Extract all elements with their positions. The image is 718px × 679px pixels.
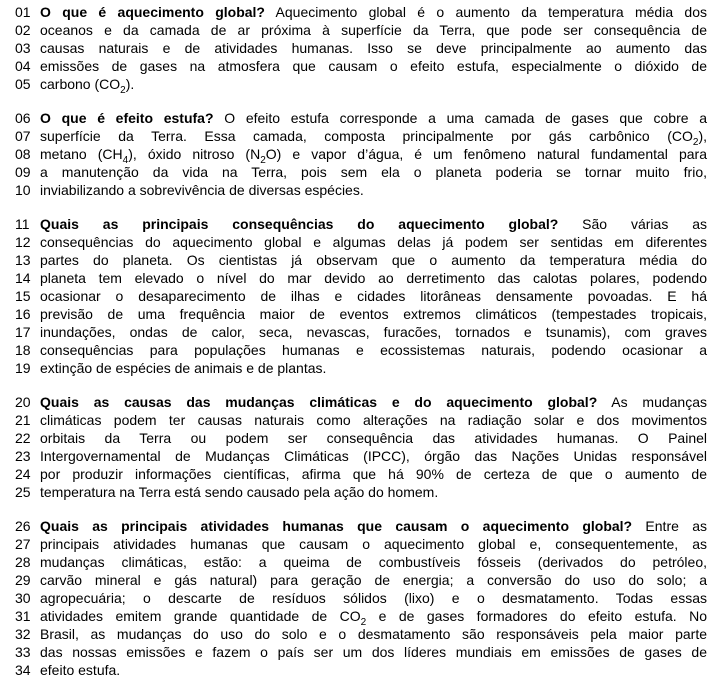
paragraph (15, 215, 707, 377)
text-line (15, 643, 707, 661)
line-text (40, 127, 707, 148)
text-line (15, 517, 707, 535)
line-number: 16 (15, 306, 31, 322)
line-text (40, 163, 707, 181)
line-text (40, 75, 707, 96)
text-segment: consequências para populações humanas e ecossistemas naturais, podendo ocasionar a (40, 342, 707, 358)
text-line (15, 269, 707, 287)
text-line (15, 127, 707, 148)
line-number: 30 (15, 590, 31, 606)
line-text (40, 251, 707, 269)
line-text (40, 625, 707, 643)
text-segment: extinção de espécies de animais e de plantas. (40, 360, 327, 376)
line-number: 08 (15, 146, 31, 162)
line-text (40, 411, 707, 429)
line-text (40, 341, 707, 359)
line-number: 19 (15, 360, 31, 376)
line-number: 21 (15, 412, 31, 428)
text-line (15, 607, 708, 628)
line-text (40, 269, 707, 287)
line-text (40, 429, 707, 447)
text-segment: mudanças climáticas, estão: a queima de combustíveis fósseis (derivados do petróleo, (40, 554, 707, 570)
question-heading: Quais as principais atividades humanas que causam o aquecimento global? (40, 518, 633, 534)
text-line (15, 39, 707, 57)
text-segment: a manutenção da vida na Terra, pois sem ela o planeta poderia se tornar muito frio, (40, 164, 707, 180)
text-segment: carvão mineral e gás natural) para geração de energia; a conversão do uso do solo; a (40, 572, 707, 588)
line-text (40, 447, 707, 465)
chemical-subscript: 2 (360, 616, 367, 628)
text-segment: Brasil, as mudanças do uso do solo e o desmatamento são responsáveis pela maior parte (40, 626, 707, 642)
line-text (40, 643, 707, 661)
line-text (40, 21, 707, 39)
line-number: 02 (15, 22, 31, 38)
text-line (15, 429, 707, 447)
question-heading: Quais as causas das mudanças climáticas e do aquecimento global? (40, 394, 598, 410)
text-line (15, 145, 707, 166)
text-segment: inviabilizando a sobrevivência de diversas espécies. (40, 182, 364, 198)
line-text (40, 393, 707, 411)
line-number: 04 (15, 58, 31, 74)
text-line (15, 109, 707, 127)
line-number: 31 (15, 608, 31, 624)
text-line (15, 535, 707, 553)
line-number: 27 (15, 536, 31, 552)
paragraph (15, 393, 707, 501)
line-text (40, 359, 707, 377)
text-segment: As mudanças (597, 394, 708, 410)
text-line (15, 483, 707, 501)
text-line (15, 305, 707, 323)
line-number: 10 (15, 182, 31, 198)
text-segment: agropecuária; o descarte de resíduos sólidos (lixo) e o desmatamento. Todas essas (40, 590, 707, 606)
text-line (15, 181, 707, 199)
text-segment: ), óxido nitroso (N (128, 146, 261, 162)
text-line (15, 447, 707, 465)
line-number: 24 (15, 466, 31, 482)
text-segment: consequências do aquecimento global e algumas delas já podem ser sentidas em diferentes (40, 234, 707, 250)
text-segment: O efeito estufa corresponde a uma camada de gases que cobre a (213, 110, 708, 126)
line-number: 13 (15, 252, 31, 268)
paragraph (15, 517, 707, 679)
line-text (40, 517, 707, 535)
line-number: 18 (15, 342, 31, 358)
text-line (15, 215, 707, 233)
line-number: 01 (15, 4, 31, 20)
text-line (15, 553, 707, 571)
line-number: 07 (15, 128, 31, 144)
text-line (15, 163, 707, 181)
text-line (15, 287, 707, 305)
text-segment: carbono (CO (40, 76, 121, 92)
line-number: 12 (15, 234, 31, 250)
text-line (15, 21, 707, 39)
line-number: 23 (15, 448, 31, 464)
text-line (15, 661, 707, 679)
line-number: 33 (15, 644, 31, 660)
text-line (15, 75, 707, 96)
line-text (40, 3, 707, 21)
line-number: 26 (15, 518, 31, 534)
text-segment: São várias as (558, 216, 707, 232)
text-segment: por produzir informações científicas, afirma que há 90% de certeza de que o aumento de (40, 466, 707, 482)
text-segment: O) e vapor d’água, é um fenômeno natural fundamental para (265, 146, 707, 162)
question-heading: O que é aquecimento global? (40, 4, 265, 20)
chemical-subscript: 4 (122, 154, 129, 166)
line-text (40, 145, 707, 166)
text-line (15, 393, 707, 411)
text-segment: Intergovernamental de Mudanças Climáticas (IPCC), órgão das Nações Unidas responsável (40, 448, 707, 464)
text-line (15, 251, 707, 269)
text-line (15, 589, 707, 607)
text-line (15, 359, 707, 377)
text-line (15, 233, 707, 251)
text-line (15, 341, 707, 359)
line-text (40, 589, 707, 607)
question-heading: O que é efeito estufa? (40, 110, 214, 126)
text-segment: atividades emitem grande quantidade de CO (40, 608, 361, 624)
text-line (15, 571, 707, 589)
line-text (40, 607, 708, 628)
line-text (40, 535, 707, 553)
text-segment: superfície da Terra. Essa camada, composta principalmente por gás carbônico (CO (40, 128, 693, 144)
text-line (15, 625, 707, 643)
line-text (40, 181, 707, 199)
text-segment: ocasionar o desaparecimento de ilhas e cidades litorâneas densamente povoadas. E há (40, 288, 707, 304)
text-segment: emissões de gases na atmosfera que causam o efeito estufa, especialmente o dióxido de (40, 58, 707, 74)
text-segment: das nossas emissões e fazem o país ser um dos líderes mundiais em emissões de gases de (40, 644, 707, 660)
line-text (40, 553, 707, 571)
line-text (40, 233, 707, 251)
text-line (15, 411, 707, 429)
text-segment: previsão de uma frequência maior de eventos extremos climáticos (tempestades tropicais, (40, 306, 707, 322)
line-text (40, 305, 707, 323)
text-line (15, 57, 707, 75)
text-segment: partes do planeta. Os cientistas já observam que o aumento da temperatura média do (40, 252, 707, 268)
text-segment: e de gases formadores do efeito estufa. No (366, 608, 708, 624)
line-text (40, 109, 707, 127)
line-number: 28 (15, 554, 31, 570)
line-text (40, 465, 707, 483)
line-number: 11 (15, 216, 30, 232)
text-line (15, 465, 707, 483)
line-text (40, 39, 707, 57)
text-segment: inundações, ondas de calor, seca, nevascas, furacões, tornados e tsunamis), com graves (40, 324, 707, 340)
line-number: 03 (15, 40, 31, 56)
line-number: 17 (15, 324, 31, 340)
line-number: 14 (15, 270, 31, 286)
line-number: 20 (15, 394, 31, 410)
line-text (40, 571, 707, 589)
text-line (15, 323, 707, 341)
line-text (40, 323, 707, 341)
text-segment: metano (CH (40, 146, 123, 162)
chemical-subscript: 2 (260, 154, 266, 166)
paragraph (15, 3, 707, 96)
line-text (40, 215, 707, 233)
line-number: 06 (15, 110, 31, 126)
text-segment: temperatura na Terra está sendo causado pela ação do homem. (40, 484, 439, 500)
line-text (40, 287, 707, 305)
text-segment: Aquecimento global é o aumento da temperatura média dos (264, 4, 707, 20)
line-number: 32 (15, 626, 31, 642)
line-number: 29 (15, 572, 31, 588)
text-segment: planeta tem elevado o nível do mar devido ao derretimento das calotas polares, podendo (40, 270, 707, 286)
line-text (40, 483, 707, 501)
text-segment: climáticas podem ter causas naturais como alterações na radiação solar e dos movimentos (40, 412, 707, 428)
text-segment: orbitais da Terra ou podem ser consequência das atividades humanas. O Painel (40, 430, 707, 446)
question-heading: Quais as principais consequências do aquecimento global? (40, 216, 559, 232)
text-segment: ), (698, 128, 707, 144)
line-text (40, 57, 707, 75)
line-number: 22 (15, 430, 31, 446)
text-segment: efeito estufa. (40, 662, 121, 678)
line-number: 25 (15, 484, 31, 500)
line-number: 09 (15, 164, 31, 180)
chemical-subscript: 2 (120, 84, 126, 96)
text-segment: ). (125, 76, 135, 92)
paragraph (15, 109, 707, 199)
text-segment: principais atividades humanas que causam o aquecimento global e, consequentemente, as (40, 536, 707, 552)
line-text (40, 661, 707, 679)
chemical-subscript: 2 (692, 136, 699, 148)
line-number: 05 (15, 76, 31, 92)
text-segment: oceanos e da camada de ar próxima à superfície da Terra, que pode ser consequência de (40, 22, 707, 38)
text-segment: Entre as (632, 518, 707, 534)
line-number: 34 (15, 662, 31, 678)
text-line (15, 3, 707, 21)
line-number: 15 (15, 288, 31, 304)
text-segment: causas naturais e de atividades humanas. Isso se deve principalmente ao aumento das (40, 40, 707, 56)
